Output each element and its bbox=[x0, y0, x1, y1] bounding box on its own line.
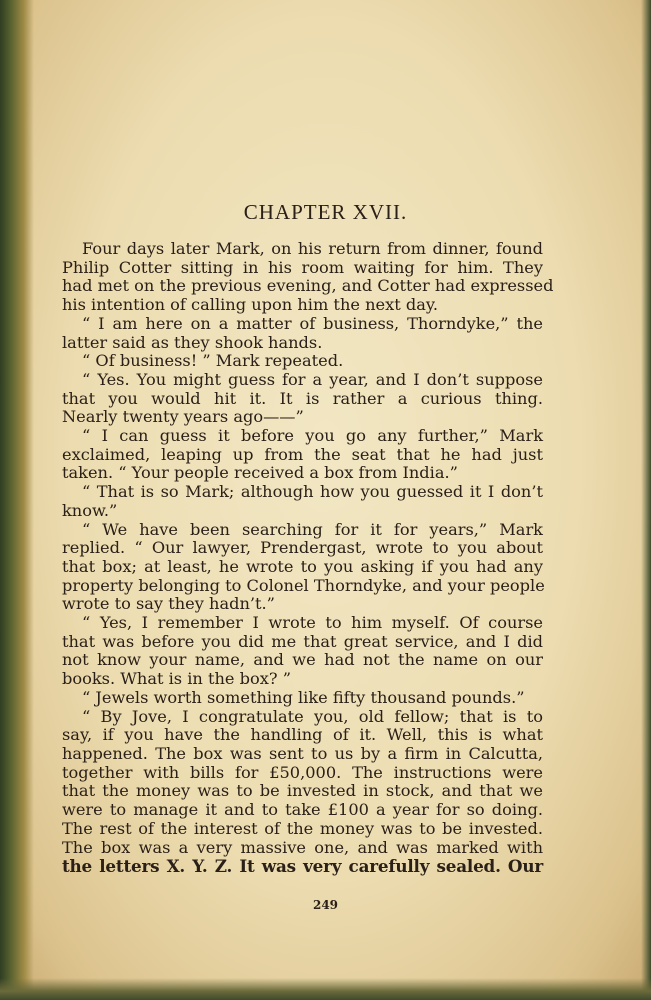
text-line: know.” bbox=[62, 500, 118, 520]
text-line: the letters X. Y. Z. It was very carefully sealed. Our bbox=[62, 856, 543, 877]
text-line: “ Yes, I remember I wrote to him myself. Of course bbox=[82, 613, 543, 633]
text-line: “ Of business! ” Mark repeated. bbox=[82, 351, 344, 371]
text-line: “ I can guess it before you go any further,” Mark bbox=[82, 426, 543, 446]
text-line: “ I am here on a matter of business, Thorndyke,” the bbox=[82, 313, 543, 333]
text-line: that you would hit it. It is rather a curious thing. bbox=[62, 388, 543, 408]
page-right-edge bbox=[641, 0, 651, 1000]
text-line: “ Yes. You might guess for a year, and I don’t suppose bbox=[82, 369, 543, 389]
text-line: wrote to say they hadn’t.” bbox=[62, 594, 275, 614]
page-binding-edge bbox=[0, 0, 34, 1000]
body-text bbox=[62, 239, 554, 877]
page-number: 249 bbox=[312, 898, 339, 912]
text-line: not know your name, and we had not the name on our bbox=[62, 650, 543, 670]
text-line: “ That is so Mark; although how you guessed it I don’t bbox=[82, 482, 543, 502]
text-line: say, if you have the handling of it. Well, this is what bbox=[62, 725, 543, 745]
text-line: books. What is in the box? ” bbox=[62, 669, 291, 689]
text-line: that the money was to be invested in stock, and that we bbox=[62, 781, 543, 801]
text-line: together with bills for £50,000. The instructions were bbox=[62, 762, 543, 782]
text-line: “ We have been searching for it for years,” Mark bbox=[82, 519, 543, 539]
page-bottom-edge bbox=[0, 978, 651, 1000]
text-line: “ By Jove, I congratulate you, old fellow; that is to bbox=[82, 706, 543, 726]
text-line: that box; at least, he wrote to you asking if you had any bbox=[62, 556, 543, 576]
text-line: that was before you did me that great service, and I did bbox=[62, 631, 543, 651]
text-line: were to manage it and to take £100 a year for so doing. bbox=[62, 800, 543, 820]
text-line: Philip Cotter sitting in his room waiting for him. They bbox=[62, 257, 543, 277]
text-line: replied. “ Our lawyer, Prendergast, wrote to you about bbox=[62, 538, 543, 558]
text-line: happened. The box was sent to us by a firm in Calcutta, bbox=[62, 743, 543, 763]
text-line: “ Jewels worth something like fifty thousand pounds.” bbox=[82, 687, 525, 707]
text-line: The box was a very massive one, and was marked with bbox=[62, 837, 543, 857]
text-line: latter said as they shook hands. bbox=[62, 332, 323, 352]
text-line: Nearly twenty years ago——” bbox=[62, 407, 304, 427]
text-line: taken. “ Your people received a box from India.” bbox=[62, 463, 458, 483]
text-line: exclaimed, leaping up from the seat that he had just bbox=[62, 444, 543, 464]
text-line: his intention of calling upon him the next day. bbox=[62, 295, 439, 315]
chapter-heading: CHAPTER XVII. bbox=[243, 200, 408, 224]
text-line: Four days later Mark, on his return from dinner, found bbox=[82, 239, 543, 258]
text-line: The rest of the interest of the money was to be invested. bbox=[62, 818, 543, 838]
text-line: property belonging to Colonel Thorndyke, and your people bbox=[62, 575, 545, 595]
text-line: had met on the previous evening, and Cotter had expressed bbox=[62, 276, 554, 296]
